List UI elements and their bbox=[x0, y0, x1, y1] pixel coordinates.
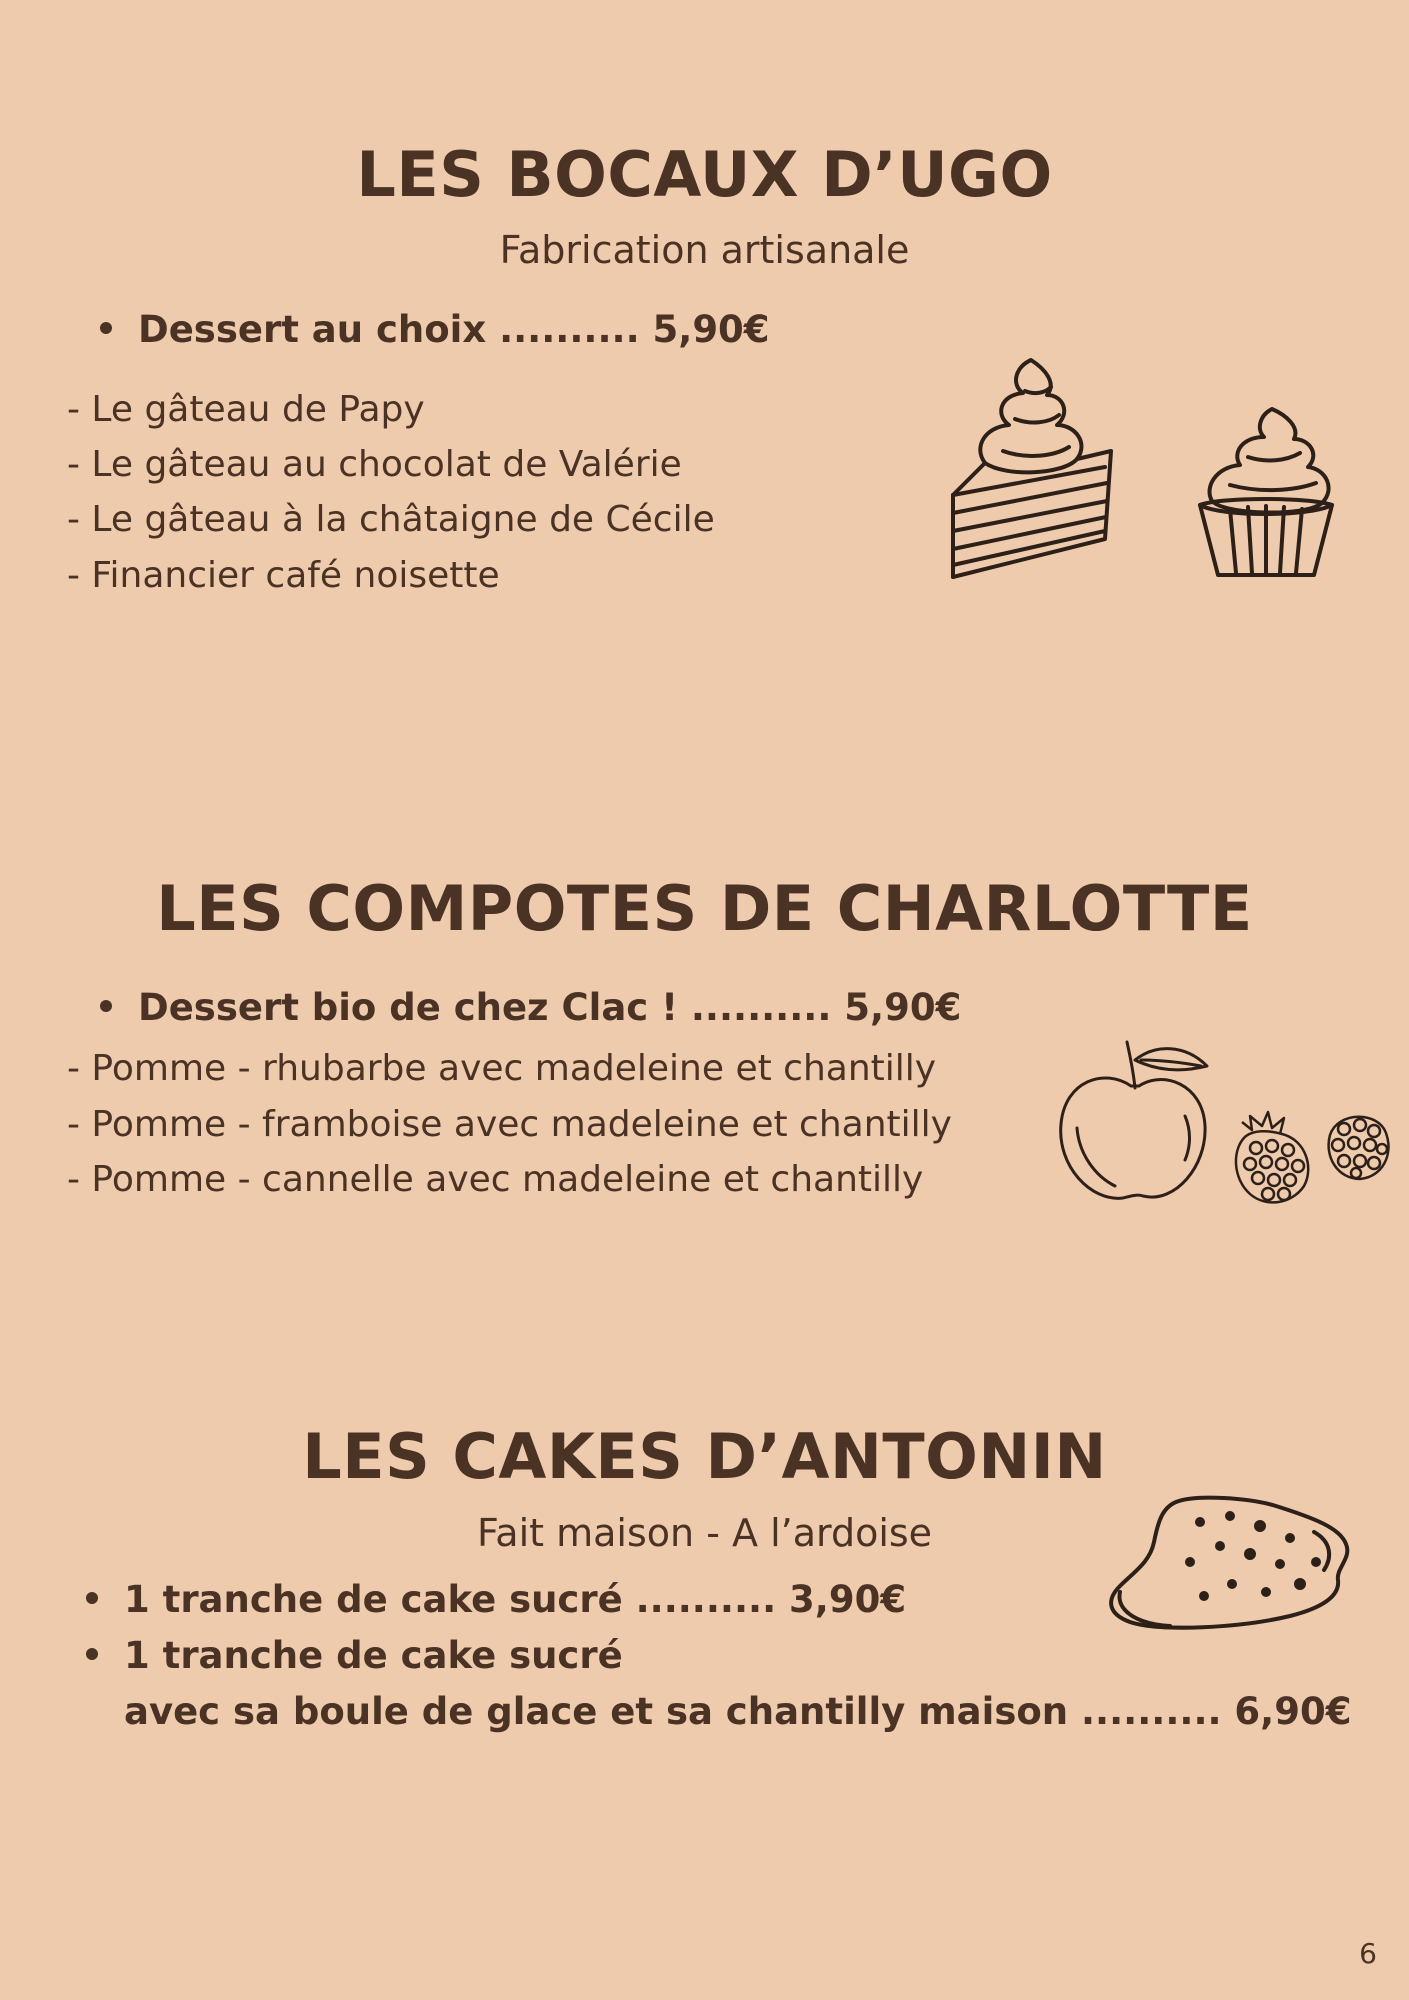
bullet-text: Dessert bio de chez Clac ! .......... 5,90€ bbox=[138, 986, 962, 1029]
raspberry-icon bbox=[1320, 1105, 1395, 1185]
bullet-text: 1 tranche de cake sucré .......... 3,90€ bbox=[124, 1578, 907, 1621]
list-item: - Financier café noisette bbox=[67, 555, 500, 596]
cupcake-icon bbox=[1190, 405, 1340, 580]
list-item: - Le gâteau de Papy bbox=[67, 389, 425, 430]
bullet-dot bbox=[86, 1592, 98, 1604]
bullet-dessert-bio bbox=[100, 986, 961, 1029]
list-item: - Pomme - cannelle avec madeleine et chantilly bbox=[67, 1159, 924, 1200]
bullet-text: 1 tranche de cake sucré bbox=[124, 1634, 623, 1677]
apple-icon bbox=[1055, 1038, 1225, 1208]
bullet-text: Dessert au choix .......... 5,90€ bbox=[138, 308, 770, 351]
page-number: 6 bbox=[1359, 1937, 1377, 1970]
cake-slice-icon bbox=[945, 355, 1115, 590]
raspberry-icon bbox=[1222, 1108, 1317, 1208]
bullet-dessert-au-choix bbox=[100, 308, 770, 351]
section-title-compotes: LES COMPOTES DE CHARLOTTE bbox=[156, 872, 1253, 945]
bullet-dot bbox=[100, 1000, 112, 1012]
bullet-dot bbox=[86, 1648, 98, 1660]
bullet-tranche-cake bbox=[86, 1578, 906, 1621]
list-item: - Le gâteau à la châtaigne de Cécile bbox=[67, 499, 715, 540]
section-subtitle-bocaux: Fabrication artisanale bbox=[499, 228, 910, 272]
section-title-cakes: LES CAKES D’ANTONIN bbox=[302, 1420, 1107, 1493]
section-subtitle-cakes: Fait maison - A l’ardoise bbox=[476, 1511, 933, 1555]
list-item: - Pomme - rhubarbe avec madeleine et chantilly bbox=[67, 1048, 937, 1089]
bullet-dot bbox=[100, 322, 112, 334]
bullet-continuation: avec sa boule de glace et sa chantilly maison .......... 6,90€ bbox=[124, 1690, 1352, 1733]
bullet-tranche-cake-glace bbox=[86, 1634, 623, 1677]
bread-slice-icon bbox=[1100, 1492, 1355, 1642]
list-item: - Pomme - framboise avec madeleine et chantilly bbox=[67, 1104, 952, 1145]
list-item: - Le gâteau au chocolat de Valérie bbox=[67, 444, 682, 485]
section-title-bocaux: LES BOCAUX D’UGO bbox=[356, 138, 1053, 211]
